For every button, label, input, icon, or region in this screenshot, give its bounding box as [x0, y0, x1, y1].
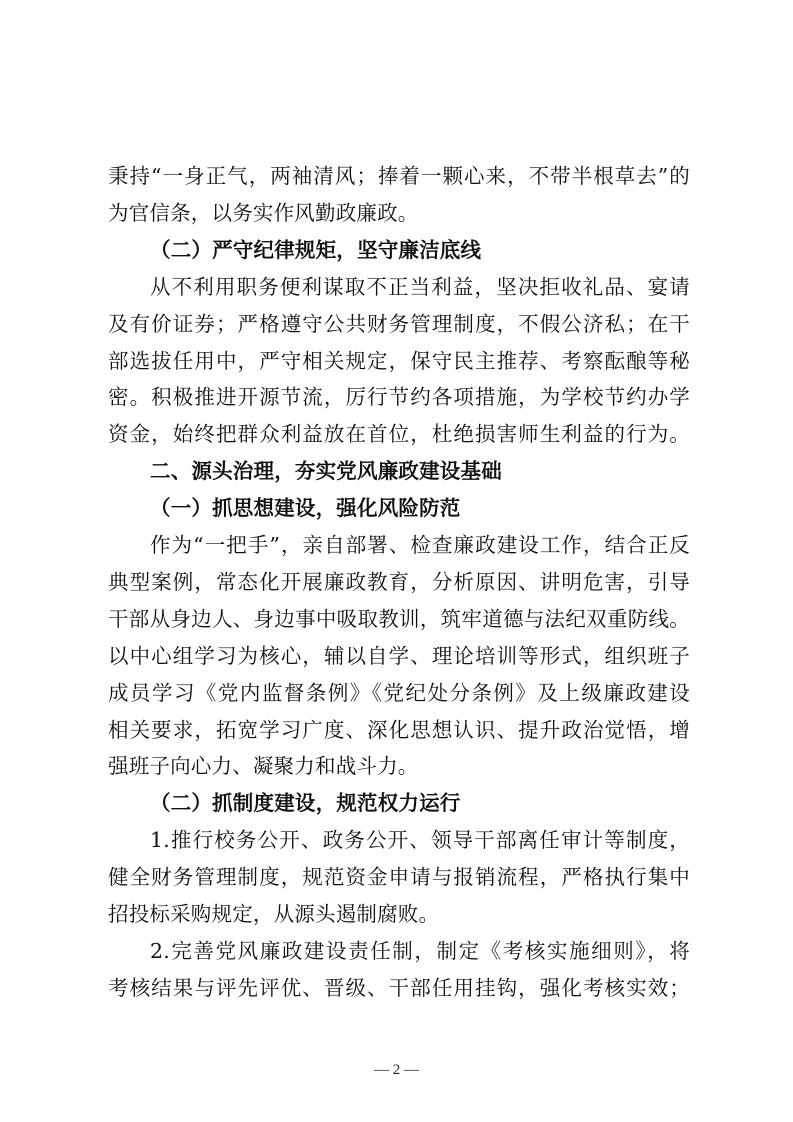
body-text-line: 1.推行校务公开、政务公开、领导干部离任审计等制度，	[150, 828, 690, 852]
page-number: — 2 —	[374, 1062, 419, 1078]
body-text-line: 考核结果与评先评优、晋级、干部任用挂钩，强化考核实效；	[108, 976, 690, 1000]
body-text-line: 招投标采购规定，从源头遏制腐败。	[108, 902, 440, 926]
body-text-line: 密。积极推进开源节流，厉行节约各项措施，为学校节约办学	[108, 385, 690, 409]
body-text-line: 从不利用职务便利谋取不正当利益，坚决拒收礼品、宴请	[150, 275, 690, 299]
body-text-line: 成员学习《党内监督条例》《党纪处分条例》及上级廉政建设	[108, 681, 690, 705]
body-text-line: 为官信条，以务实作风勤政廉政。	[108, 201, 419, 225]
body-text-line: 作为“一把手”，亲自部署、检查廉政建设工作，结合正反	[150, 533, 690, 557]
body-text-line: 资金，始终把群众利益放在首位，杜绝损害师生利益的行为。	[108, 422, 690, 446]
section-heading: （一）抓思想建设，强化风险防范	[150, 496, 461, 520]
body-text-line: 相关要求，拓宽学习广度、深化思想认识、提升政治觉悟，增	[108, 718, 690, 742]
body-text-line: 部选拔任用中，严守相关规定，保守民主推荐、考察酝酿等秘	[108, 349, 690, 373]
body-text-line: 2.完善党风廉政建设责任制，制定《考核实施细则》，将	[150, 939, 690, 963]
body-text-line: 秉持“一身正气，两袖清风；捧着一颗心来，不带半根草去”的	[108, 164, 690, 188]
body-text-line: 典型案例，常态化开展廉政教育，分析原因、讲明危害，引导	[108, 570, 690, 594]
section-heading: （二）严守纪律规矩，坚守廉洁底线	[150, 238, 482, 262]
chapter-heading: 二、源头治理，夯实党风廉政建设基础	[150, 459, 502, 483]
body-text-line: 及有价证券；严格遵守公共财务管理制度，不假公济私；在干	[108, 312, 690, 336]
body-text-line: 干部从身边人、身边事中吸取教训，筑牢道德与法纪双重防线。	[108, 607, 690, 631]
body-text-line: 以中心组学习为核心，辅以自学、理论培训等形式，组织班子	[108, 644, 690, 668]
body-text-line: 强班子向心力、凝聚力和战斗力。	[108, 754, 419, 778]
section-heading: （二）抓制度建设，规范权力运行	[150, 791, 461, 815]
body-text-line: 健全财务管理制度，规范资金申请与报销流程，严格执行集中	[108, 865, 690, 889]
